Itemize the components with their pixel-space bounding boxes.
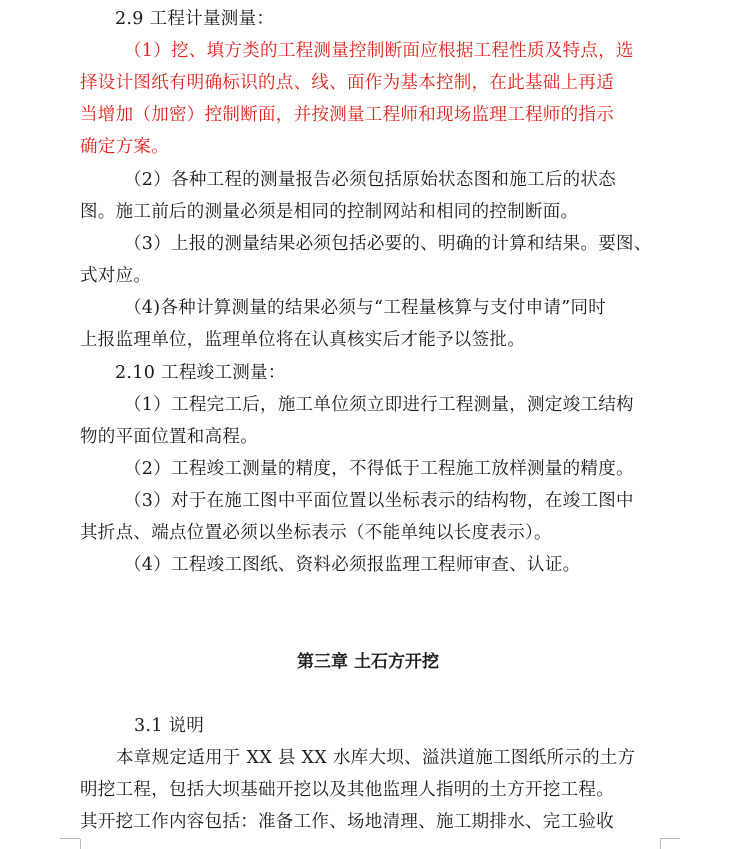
paragraph-line: 上报监理单位，监理单位将在认真核实后才能予以签批。 [80,330,525,350]
margin-mark-left [70,839,81,849]
paragraph-line: （4)各种计算测量的结果必须与“工程量核算与支付申请”同时 [124,298,607,318]
paragraph-line: 式对应。 [80,266,152,286]
paragraph-line: （1）挖、填方类的工程测量控制断面应根据工程性质及特点，选 [124,41,634,61]
paragraph-line: 本章规定适用于 XX 县 XX 水库大坝、溢洪道施工图纸所示的土方 [116,748,636,768]
paragraph-line: 物的平面位置和高程。 [80,427,258,447]
margin-mark-right [660,839,671,849]
paragraph-line: 其开挖工作内容包括：准备工作、场地清理、施工期排水、完工验收 [80,812,614,832]
paragraph-line: 择设计图纸有明确标识的点、线、面作为基本控制，在此基础上再适 [80,73,614,93]
margin-mark-left-h [60,838,80,839]
section-heading-2-10: 2.10 工程竣工测量： [115,363,286,383]
paragraph-line: （3）上报的测量结果必须包括必要的、明确的计算和结果。要图、 [124,234,652,254]
paragraph-line: （2）各种工程的测量报告必须包括原始状态图和施工后的状态 [124,170,617,190]
paragraph-line: 其折点、端点位置必须以坐标表示（不能单纯以长度表示）。 [80,523,552,543]
chapter-title: 第三章 土石方开挖 [297,652,439,672]
paragraph-line: 明挖工程，包括大坝基础开挖以及其他监理人指明的土方开挖工程。 [80,780,614,800]
sub-heading-3-1: 3.1 说明 [134,716,205,736]
paragraph-line: （1）工程完工后，施工单位须立即进行工程测量，测定竣工结构 [124,395,634,415]
paragraph-line: 图。施工前后的测量必须是相同的控制网站和相同的控制断面。 [80,202,579,222]
paragraph-line: 当增加（加密）控制断面，并按测量工程师和现场监理工程师的指示 [80,105,614,125]
paragraph-line: （3）对于在施工图中平面位置以坐标表示的结构物，在竣工图中 [124,491,634,511]
margin-mark-right-h [660,838,680,839]
paragraph-line: 确定方案。 [80,137,169,157]
paragraph-line: （2）工程竣工测量的精度，不得低于工程施工放样测量的精度。 [124,459,634,479]
paragraph-line: （4）工程竣工图纸、资料必须报监理工程师审查、认证。 [124,555,581,575]
section-heading-2-9: 2.9 工程计量测量： [115,9,275,29]
